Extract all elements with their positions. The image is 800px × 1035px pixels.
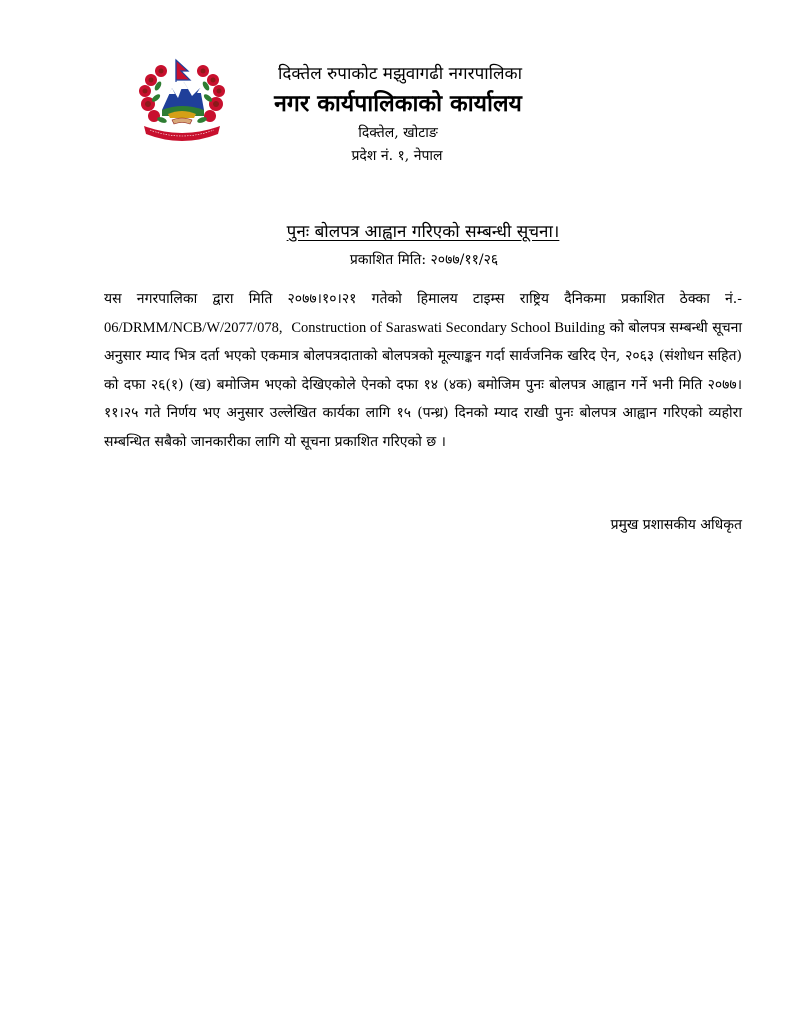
notice-title: पुनः बोलपत्र आह्वान गरिएको सम्बन्धी सूचना। <box>286 222 560 242</box>
published-date: प्रकाशित मिति: २०७७/११/२६ <box>349 252 499 268</box>
contract-number: 06/DRMM/NCB/W/2077/078, <box>104 319 283 336</box>
notice-body <box>104 285 742 457</box>
municipality-name: दिक्तेल रुपाकोट मझुवागढी नगरपालिका <box>277 64 523 84</box>
notice-body-part1: यस नगरपालिका द्वारा मिति २०७७।१०।२१ गतेको हिमालय टाइम्स राष्ट्रिय दैनिकमा प्रकाशित ठेक्का नं.- <box>104 291 742 307</box>
province-line: प्रदेश नं. १, नेपाल <box>351 148 443 164</box>
project-name: Construction of Saraswati Secondary School Building <box>291 319 606 336</box>
office-name: नगर कार्यपालिकाको कार्यालय <box>274 90 522 117</box>
office-address: दिक्तेल, खोटाङ <box>358 125 438 141</box>
notice-body-part2: को बोलपत्र सम्बन्धी सूचना अनुसार म्याद भित्र दर्ता भएको एकमात्र बोलपत्रदाताको बोलपत्रको मूल्याङ्कन गर्दा सार्वजनिक खरिद ऐन, २०६३ (संशोधन सहित) को दफा २६(१) (ख) बमोजिम भएको देखिएकोले ऐनको दफा १४ (४क) बमोजिम पुनः बोलपत्र आह्वान गर्ने भनी मिति २०७७।११।२५ गते निर्णय भए अनुसार उल्लेखित कार्यका लागि १५ (पन्ध्र) दिनको म्याद राखी पुनः बोलपत्र आह्वान गरिएको व्यहोरा सम्बन्धित सबैको जानकारीका लागि यो सूचना प्रकाशित गरिएको छ । <box>104 319 743 450</box>
signatory-title: प्रमुख प्रशासकीय अधिकृत <box>610 517 742 533</box>
nepal-emblem-icon <box>134 58 230 142</box>
